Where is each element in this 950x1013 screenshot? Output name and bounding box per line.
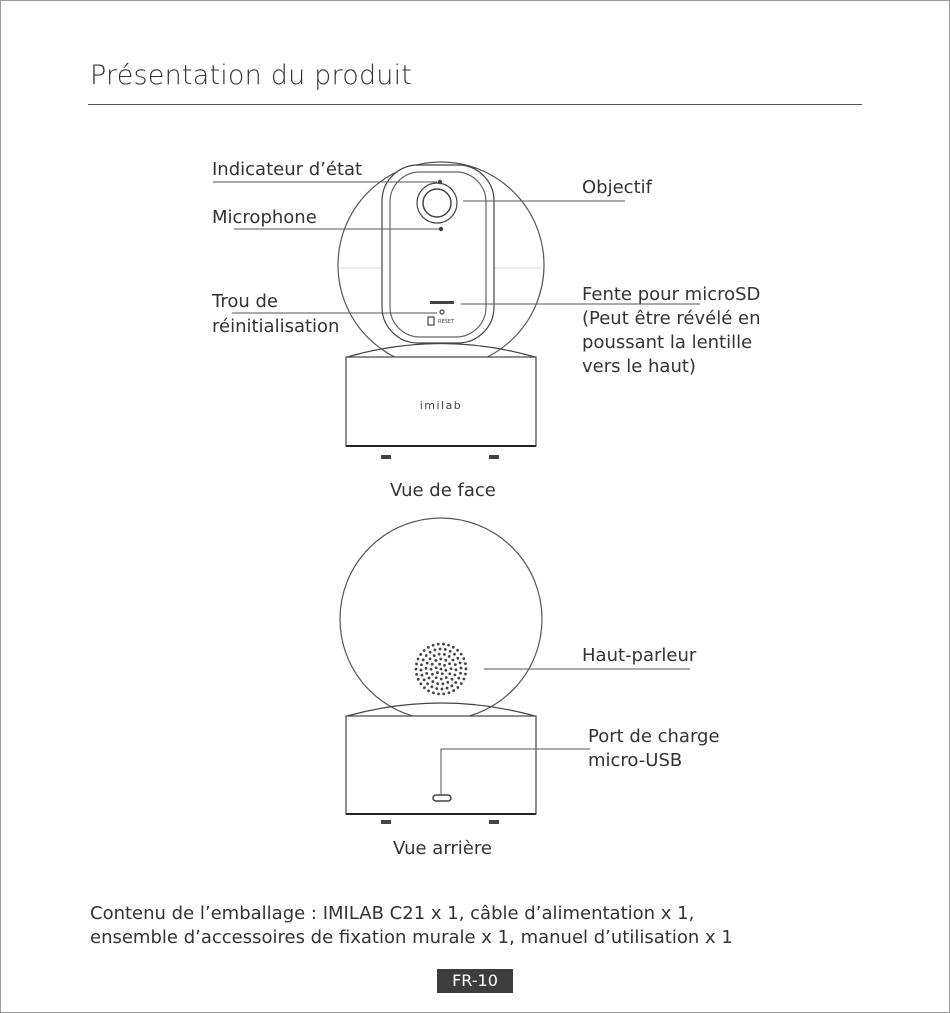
package-contents-line1: Contenu de l’emballage : IMILAB C21 x 1, câble d’alimentation x 1, bbox=[90, 903, 695, 924]
package-contents bbox=[90, 902, 733, 950]
label-microphone: Microphone bbox=[212, 207, 317, 228]
label-lens: Objectif bbox=[582, 177, 652, 198]
caption-rear-view: Vue arrière bbox=[393, 838, 492, 859]
front-camera-illustration bbox=[338, 162, 544, 459]
label-usb-line1: Port de charge bbox=[588, 726, 720, 747]
label-microsd-line2: (Peut être révélé en bbox=[582, 308, 761, 329]
label-speaker: Haut-parleur bbox=[582, 645, 697, 666]
page-title: Présentation du produit bbox=[90, 60, 413, 91]
label-usb-line2: micro-USB bbox=[588, 750, 683, 771]
label-microsd-line3: poussant la lentille bbox=[582, 332, 753, 353]
label-reset-hole-line2: réinitialisation bbox=[212, 316, 340, 337]
package-contents-line2: ensemble d’accessoires de fixation murale x 1, manuel d’utilisation x 1 bbox=[90, 927, 733, 948]
label-status-indicator: Indicateur d’état bbox=[212, 159, 363, 180]
label-reset-hole-line1: Trou de bbox=[212, 291, 278, 312]
speaker-grille bbox=[415, 643, 468, 696]
brand-logo: imilab bbox=[419, 399, 463, 412]
reset-print: RESET bbox=[438, 319, 455, 325]
label-microsd-line1: Fente pour microSD bbox=[582, 284, 761, 305]
label-microsd-line4: vers le haut) bbox=[582, 356, 696, 377]
page-number-badge: FR-10 bbox=[437, 969, 513, 993]
caption-front-view: Vue de face bbox=[390, 480, 496, 501]
